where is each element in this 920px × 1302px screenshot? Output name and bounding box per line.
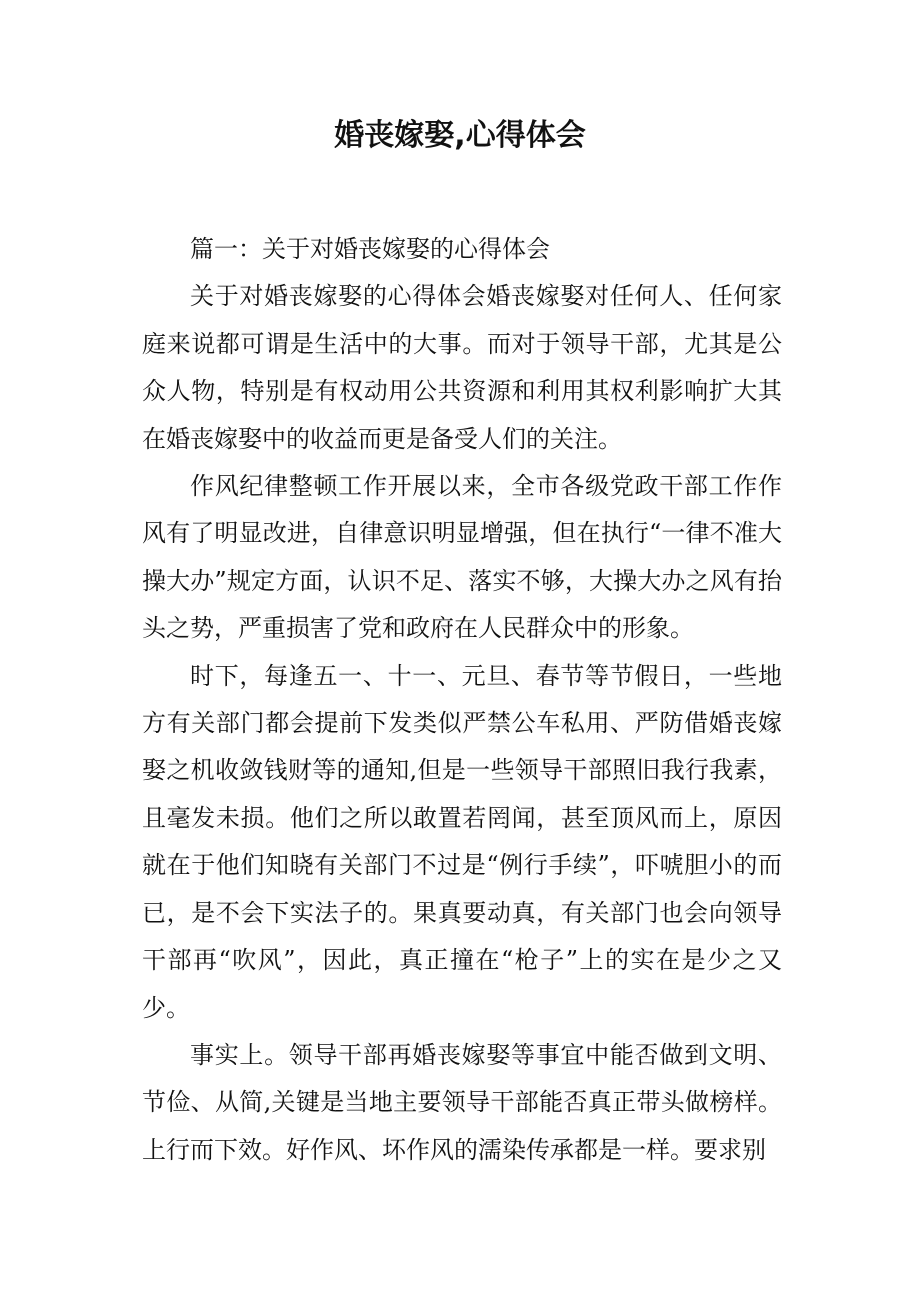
document-body [142,226,782,1174]
paragraph-1: 关于对婚丧嫁娶的心得体会婚丧嫁娶对任何人、任何家庭来说都可谓是生活中的大事。而对于领导干部，尤其是公众人物，特别是有权动用公共资源和利用其权利影响扩大其在婚丧嫁娶中的收益而更是备受人们的关注。 [142,282,782,453]
paragraph-2: 作风纪律整顿工作开展以来，全市各级党政干部工作作风有了明显改进，自律意识明显增强，但在执行“一律不准大操大办”规定方面，认识不足、落实不够，大操大办之风有抬头之势，严重损害了党和政府在人民群众中的形象。 [142,472,782,643]
section-heading: 篇一：关于对婚丧嫁娶的心得体会 [190,235,550,263]
paragraph-4: 事实上。领导干部再婚丧嫁娶等事宜中能否做到文明、节俭、从简,关键是当地主要领导干部能否真正带头做榜样。上行而下效。好作风、坏作风的濡染传承都是一样。要求别 [142,1040,782,1164]
paragraph-3: 时下，每逢五一、十一、元旦、春节等节假日，一些地方有关部门都会提前下发类似严禁公车私用、严防借婚丧嫁娶之机收敛钱财等的通知,但是一些领导干部照旧我行我素，且毫发未损。他们之所以敢置若罔闻，甚至顶风而上，原因就在于他们知晓有关部门不过是“例行手续”，吓唬胆小的而已，是不会下实法子的。果真要动真，有关部门也会向领导干部再“吹风”，因此，真正撞在“枪子”上的实在是少之又少。 [142,661,782,1022]
document-title: 婚丧嫁娶,心得体会 [334,118,586,153]
